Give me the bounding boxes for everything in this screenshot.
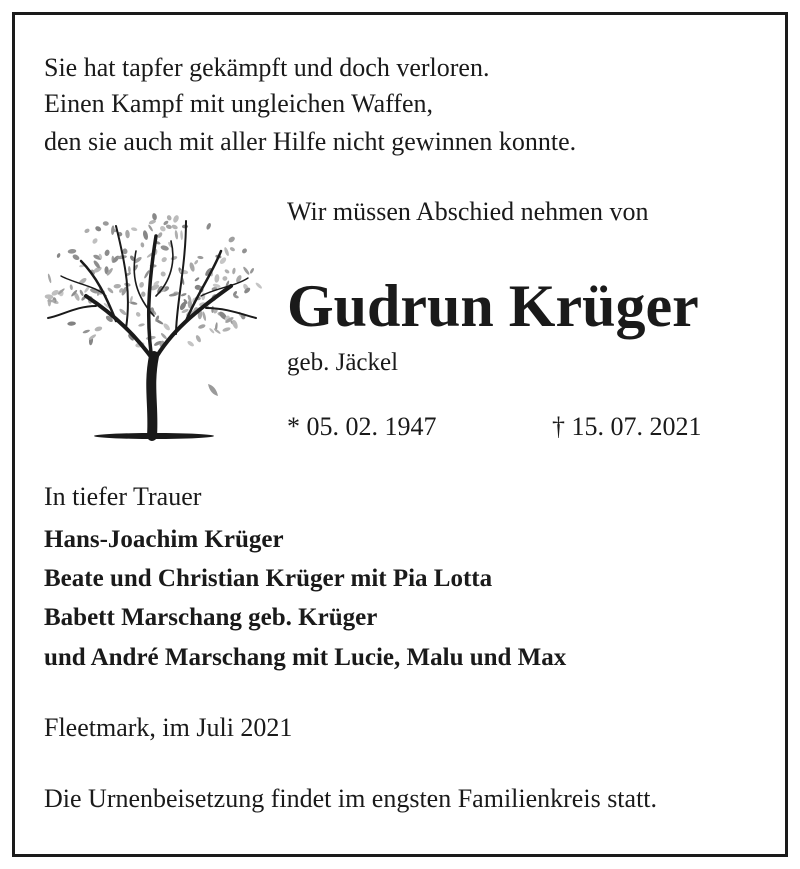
- leaf: [140, 242, 144, 248]
- leaf: [131, 227, 138, 232]
- intro-text: Wir müssen Abschied nehmen von: [287, 197, 649, 226]
- leaf: [160, 332, 168, 340]
- tree-icon: [36, 196, 268, 446]
- leaf: [111, 225, 115, 235]
- tree-ground: [94, 433, 214, 439]
- death-date: † 15. 07. 2021: [552, 412, 702, 441]
- mourner-line: Beate und Christian Krüger mit Pia Lotta: [44, 565, 493, 592]
- leaf: [157, 231, 164, 238]
- leaf: [213, 328, 221, 335]
- deceased-name: Gudrun Krüger: [287, 273, 699, 339]
- leaf: [222, 327, 231, 333]
- leaf: [82, 329, 90, 334]
- mourner-line: und André Marschang mit Lucie, Malu und Max: [44, 644, 567, 671]
- leaf: [194, 259, 199, 265]
- leaf: [47, 273, 52, 283]
- leaf: [132, 264, 138, 272]
- leaf: [152, 213, 158, 221]
- leaf: [128, 266, 131, 273]
- leaf: [242, 266, 250, 276]
- leaf: [197, 256, 204, 260]
- leaf: [79, 289, 84, 296]
- leaf: [180, 292, 187, 297]
- verse-line-2: Einen Kampf mit ungleichen Waffen,: [44, 89, 433, 118]
- leaf: [135, 311, 141, 318]
- tree-leaves: [44, 213, 262, 349]
- leaf: [195, 334, 202, 343]
- leaf: [159, 225, 167, 233]
- leaf: [142, 230, 149, 241]
- leaf: [148, 224, 154, 232]
- leaf: [84, 228, 91, 234]
- leaf: [223, 247, 230, 257]
- leaf: [165, 224, 172, 230]
- leaf: [232, 267, 236, 274]
- leaf: [187, 340, 195, 348]
- mourner-line: Babett Marschang geb. Krüger: [44, 604, 378, 631]
- leaf: [209, 327, 215, 334]
- leaf: [214, 274, 220, 283]
- leaf: [224, 269, 230, 275]
- leaf: [94, 326, 103, 332]
- leaf: [160, 270, 167, 277]
- mourner-line: Hans-Joachim Krüger: [44, 526, 284, 553]
- leaf: [69, 284, 73, 290]
- mourning-label: In tiefer Trauer: [44, 482, 202, 511]
- leaf: [249, 267, 255, 274]
- leaf: [94, 225, 102, 232]
- leaf: [161, 256, 168, 263]
- leaf: [103, 221, 109, 226]
- leaf: [202, 311, 207, 321]
- leaf: [255, 282, 263, 290]
- leaf: [241, 247, 248, 254]
- leaf: [67, 249, 76, 254]
- leaf: [174, 230, 178, 240]
- leaf: [206, 222, 212, 230]
- leaf: [166, 214, 172, 221]
- birth-date: * 05. 02. 1947: [287, 412, 437, 441]
- leaf: [222, 276, 228, 282]
- burial-note: Die Urnenbeisetzung findet im engsten Familienkreis statt.: [44, 784, 658, 813]
- leaf: [141, 291, 146, 297]
- leaf: [227, 236, 235, 244]
- leaf: [198, 323, 206, 329]
- leaf: [162, 322, 171, 331]
- verse-line-1: Sie hat tapfer gekämpft und doch verloren.: [44, 53, 490, 82]
- leaf: [171, 224, 178, 230]
- leaf: [113, 284, 121, 289]
- leaf: [194, 277, 200, 282]
- falling-leaf: [208, 384, 218, 396]
- leaf: [138, 323, 145, 327]
- leaf: [104, 249, 110, 257]
- leaf: [67, 321, 76, 326]
- leaf: [125, 230, 130, 239]
- leaf: [229, 246, 235, 252]
- leaf: [139, 281, 145, 288]
- leaf: [107, 287, 115, 294]
- leaf: [72, 253, 81, 261]
- leaf: [56, 253, 61, 259]
- leaf: [91, 237, 98, 244]
- leaf: [118, 308, 127, 316]
- leaf: [180, 230, 183, 240]
- maiden-name: geb. Jäckel: [287, 349, 399, 376]
- place-date: Fleetmark, im Juli 2021: [44, 713, 293, 742]
- leaf: [170, 255, 178, 260]
- verse-line-3: den sie auch mit aller Hilfe nicht gewinnen konnte.: [44, 127, 577, 156]
- leaf: [172, 214, 180, 223]
- leaf: [160, 244, 169, 251]
